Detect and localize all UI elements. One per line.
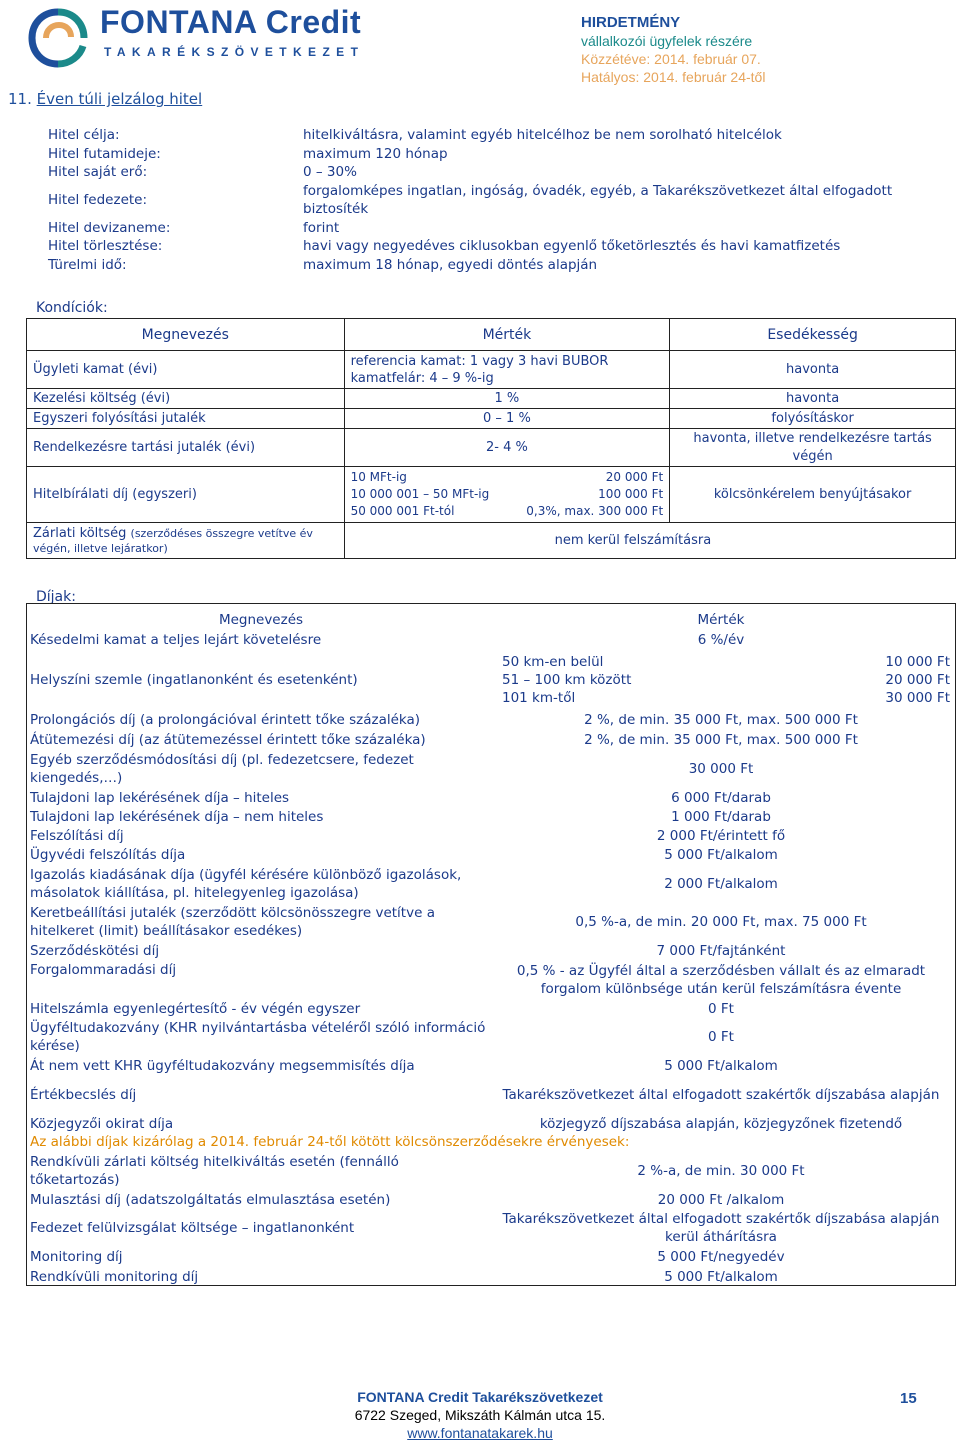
fee-row xyxy=(30,1209,950,1247)
info-label: Hitel devizaneme: xyxy=(48,219,171,236)
fee-row xyxy=(30,1190,950,1209)
notice-effective: Hatályos: 2014. február 24-től xyxy=(581,69,766,85)
table-row xyxy=(27,351,956,389)
table-row xyxy=(27,429,956,467)
fee-row xyxy=(30,903,950,941)
fee-value: 0 Ft xyxy=(708,1029,734,1045)
fee-value: 2 000 Ft/alkalom xyxy=(664,876,778,892)
column-header: Mérték xyxy=(697,612,745,628)
fee-name: Felszólítási díj xyxy=(30,827,124,844)
fee-row xyxy=(30,845,950,865)
fee-value: 2 000 Ft/érintett fő xyxy=(656,827,786,844)
condition-name: Kezelési költség (évi) xyxy=(27,389,345,409)
info-row xyxy=(48,145,948,164)
info-label: Hitel saját erő: xyxy=(48,164,148,180)
fee-row xyxy=(30,961,950,999)
fee-name: Késedelmi kamat a teljes lejárt követelésre xyxy=(30,632,322,648)
section-number: 11. xyxy=(8,90,32,108)
notice-title: HIRDETMÉNY xyxy=(581,14,681,31)
tier-row xyxy=(351,486,664,503)
fees-label: Díjak: xyxy=(36,589,76,605)
fee-name: Ügyvédi felszólítás díja xyxy=(30,847,186,863)
fee-row xyxy=(30,730,950,750)
fee-name: Rendkívüli monitoring díj xyxy=(30,1268,199,1285)
condition-due: havonta xyxy=(670,389,956,409)
tier-row xyxy=(502,653,950,671)
rate-line: kamatfelár: 4 – 9 %-ig xyxy=(350,370,494,386)
fee-value: Takarékszövetkezet által elfogadott szakértők díjszabása alapján xyxy=(502,1087,940,1103)
fee-row xyxy=(30,1114,950,1133)
fee-value: 6 000 Ft/darab xyxy=(671,789,771,806)
tier-range: 50 km-en belül xyxy=(502,654,604,670)
info-row xyxy=(48,256,948,275)
fee-value: 6 %/év xyxy=(697,632,745,648)
fee-value: közjegyző díjszabása alapján, közjegyzőnek fizetendő xyxy=(539,1115,903,1132)
condition-name: Egyszeri folyósítási jutalék xyxy=(27,409,345,429)
fee-value: 0,5 %-a, de min. 20 000 Ft, max. 75 000 Ft xyxy=(575,914,867,930)
table-row xyxy=(27,389,956,409)
fee-name: Forgalommaradási díj xyxy=(30,962,177,978)
tier-row xyxy=(351,469,664,486)
fee-value: 2 %-a, de min. 30 000 Ft xyxy=(637,1163,805,1179)
fee-value: 2 %, de min. 35 000 Ft, max. 500 000 Ft xyxy=(584,732,858,748)
tier-row xyxy=(502,671,950,689)
fee-row xyxy=(30,630,950,650)
table-row xyxy=(27,467,956,523)
footer-website-link[interactable]: www.fontanatakarek.hu xyxy=(407,1425,553,1441)
fee-name: Igazolás kiadásának díja (ügyfél kérésére különböző igazolások, másolatok kiállítása, pl. hitelegyenleg igazolása) xyxy=(30,867,462,901)
condition-rate: 1 % xyxy=(344,389,670,409)
condition-due: folyósításkor xyxy=(670,409,956,429)
info-value: forgalomképes ingatlan, ingóság, óvadék, egyéb, a Takarékszövetkezet által elfogadott biztosíték xyxy=(303,182,893,217)
fee-note: Az alábbi díjak kizárólag a 2014. február 24-től kötött kölcsönszerződésekre érvényesek: xyxy=(30,1134,630,1150)
fee-row xyxy=(30,1076,950,1114)
info-value: havi vagy negyedéves ciklusokban egyenlő tőketörlesztés és havi kamatfizetés xyxy=(303,238,841,254)
info-label: Türelmi idő: xyxy=(48,256,127,273)
fee-row xyxy=(30,710,950,730)
fee-name: Hitelszámla egyenlegértesítő - év végén egyszer xyxy=(30,1000,361,1017)
fee-value: 0 Ft xyxy=(708,1000,734,1017)
section-title xyxy=(8,90,202,108)
tier-fee: 10 000 Ft xyxy=(885,654,950,670)
column-header: Mérték xyxy=(344,319,670,351)
fee-value: 0,5 % - az Ügyfél által a szerződésben vállalt és az elmaradt forgalom különbsége után kerül felszámításra évente xyxy=(516,963,926,997)
column-header: Megnevezés xyxy=(27,319,345,351)
fee-row xyxy=(30,1056,950,1076)
table-row xyxy=(27,523,956,559)
fee-value: 5 000 Ft/alkalom xyxy=(664,1268,778,1285)
notice-audience: vállalkozói ügyfelek részére xyxy=(581,33,753,49)
fee-value: 7 000 Ft/fajtánként xyxy=(656,943,786,959)
fee-row xyxy=(30,750,950,788)
fee-name: Fedezet felülvizsgálat költsége – ingatlanonként xyxy=(30,1220,355,1236)
condition-name: Ügyleti kamat (évi) xyxy=(27,351,345,389)
info-label: Hitel törlesztése: xyxy=(48,238,163,254)
condition-rate xyxy=(344,351,670,389)
info-value: maximum 120 hónap xyxy=(303,145,448,162)
condition-due: kölcsönkérelem benyújtásakor xyxy=(670,467,956,523)
info-row xyxy=(48,126,948,145)
fee-name: Tulajdoni lap lekérésének díja – nem hiteles xyxy=(30,808,324,825)
table-row xyxy=(27,409,956,429)
fee-name: Átütemezési díj (az átütemezéssel érintett tőke százaléka) xyxy=(30,732,426,748)
info-value: 0 – 30% xyxy=(303,164,357,180)
condition-name: Hitelbírálati díj (egyszeri) xyxy=(27,467,345,523)
info-value: hitelkiváltásra, valamint egyéb hitelcélhoz be nem sorolható hitelcélok xyxy=(303,127,782,143)
info-value: maximum 18 hónap, egyedi döntés alapján xyxy=(303,256,598,273)
fee-name: Ügyféltudakozvány (KHR nyilvántartásba vételéről szóló információ kérése) xyxy=(30,1020,486,1054)
tier-range: 10 MFt-ig xyxy=(350,470,407,484)
tier-row xyxy=(351,503,664,520)
fee-row xyxy=(30,941,950,961)
fontana-logo-icon xyxy=(28,8,88,68)
info-row xyxy=(48,182,948,219)
notice-published: Közzétéve: 2014. február 07. xyxy=(581,51,761,67)
fee-value: 2 %, de min. 35 000 Ft, max. 500 000 Ft xyxy=(584,712,858,728)
fee-name: Tulajdoni lap lekérésének díja – hiteles xyxy=(30,789,290,806)
tier-fee: 30 000 Ft xyxy=(885,690,950,706)
fee-value: 30 000 Ft xyxy=(688,761,754,777)
fee-name: Mulasztási díj (adatszolgáltatás elmulasztása esetén) xyxy=(30,1191,391,1208)
condition-name-note: (szerződéses összegre vetítve év végén, illetve lejáratkor) xyxy=(33,526,313,555)
fee-name: Prolongációs díj (a prolongációval érintett tőke százaléka) xyxy=(30,712,421,728)
fee-value: 5 000 Ft/negyedév xyxy=(657,1249,785,1265)
fees-table xyxy=(30,610,950,1286)
footer-company: FONTANA Credit Takarékszövetkezet xyxy=(357,1389,603,1405)
tier-range: 101 km-től xyxy=(502,690,576,706)
info-label: Hitel fedezete: xyxy=(48,191,148,208)
info-row xyxy=(48,237,948,256)
fee-value: 5 000 Ft/alkalom xyxy=(664,847,778,863)
loan-info xyxy=(48,126,948,274)
info-row xyxy=(48,163,948,182)
condition-due: havonta, illetve rendelkezésre tartás végén xyxy=(670,429,956,467)
fee-row xyxy=(30,1018,950,1056)
fees-header-row xyxy=(30,610,950,630)
condition-name: Rendelkezésre tartási jutalék (évi) xyxy=(27,429,345,467)
fee-row xyxy=(30,999,950,1018)
fee-name: Szerződéskötési díj xyxy=(30,943,160,959)
condition-name xyxy=(27,523,345,559)
fee-row xyxy=(30,865,950,903)
logo-subtitle: TAKARÉKSZÖVETKEZET xyxy=(104,45,365,59)
info-label: Hitel célja: xyxy=(48,127,120,143)
fee-tiers xyxy=(492,650,950,710)
tier-fee: 20 000 Ft xyxy=(885,672,950,688)
condition-rate: nem kerül felszámításra xyxy=(344,523,955,559)
tier-row xyxy=(502,689,950,707)
page-number: 15 xyxy=(900,1390,917,1407)
fee-value: Takarékszövetkezet által elfogadott szakértők díjszabása alapján kerül áthárításra xyxy=(502,1211,940,1245)
notice-block xyxy=(581,14,765,86)
fee-row xyxy=(30,826,950,845)
tier-range: 50 000 001 Ft-tól xyxy=(350,504,455,518)
conditions-label: Kondíciók: xyxy=(36,300,108,316)
rate-line: referencia kamat: 1 vagy 3 havi BUBOR xyxy=(350,353,609,369)
condition-tiers xyxy=(344,467,670,523)
tier-range: 51 – 100 km között xyxy=(502,672,632,688)
fee-value: 20 000 Ft /alkalom xyxy=(657,1191,785,1208)
fee-name: Helyszíni szemle (ingatlanonként és esetenként) xyxy=(30,672,358,688)
fee-name: Át nem vett KHR ügyféltudakozvány megsemmisítés díja xyxy=(30,1058,415,1074)
condition-rate: 0 – 1 % xyxy=(344,409,670,429)
condition-due: havonta xyxy=(670,351,956,389)
fee-row xyxy=(30,1247,950,1267)
conditions-table xyxy=(26,318,956,559)
fee-name: Közjegyzői okirat díja xyxy=(30,1115,174,1132)
fee-name: Rendkívüli zárlati költség hitelkiváltás esetén (fennálló tőketartozás) xyxy=(30,1154,399,1188)
fee-row xyxy=(30,1267,950,1286)
fee-name: Keretbeállítási jutalék (szerződött kölcsönösszegre vetítve a hitelkeret (limit) beállításakor esedékes) xyxy=(30,905,435,939)
info-row xyxy=(48,219,948,238)
conditions-header-row xyxy=(27,319,956,351)
info-value: forint xyxy=(303,219,340,236)
logo-title: FONTANA Credit xyxy=(100,4,362,40)
condition-rate: 2- 4 % xyxy=(344,429,670,467)
fee-row xyxy=(30,788,950,807)
condition-name-main: Zárlati költség xyxy=(33,525,127,541)
info-label: Hitel futamideje: xyxy=(48,145,161,162)
tier-fee: 20 000 Ft xyxy=(605,470,664,484)
footer-address: 6722 Szeged, Mikszáth Kálmán utca 15. xyxy=(354,1407,606,1423)
fee-value: 5 000 Ft/alkalom xyxy=(664,1058,778,1074)
tier-fee: 100 000 Ft xyxy=(598,487,664,501)
fee-name: Monitoring díj xyxy=(30,1249,123,1265)
fee-name: Egyéb szerződésmódosítási díj (pl. fedezetcsere, fedezet kiengedés,…) xyxy=(30,752,414,786)
tier-range: 10 000 001 – 50 MFt-ig xyxy=(350,487,490,501)
tier-fee: 0,3%, max. 300 000 Ft xyxy=(526,504,664,518)
fee-value: 1 000 Ft/darab xyxy=(671,808,771,825)
fee-row xyxy=(30,1152,950,1190)
column-header: Esedékesség xyxy=(670,319,956,351)
column-header: Megnevezés xyxy=(218,612,304,628)
fee-name: Értékbecslés díj xyxy=(30,1087,137,1103)
section-title-text: Éven túli jelzálog hitel xyxy=(36,90,203,108)
page-footer xyxy=(0,1388,960,1442)
fee-row xyxy=(30,807,950,826)
fee-row xyxy=(30,650,950,710)
